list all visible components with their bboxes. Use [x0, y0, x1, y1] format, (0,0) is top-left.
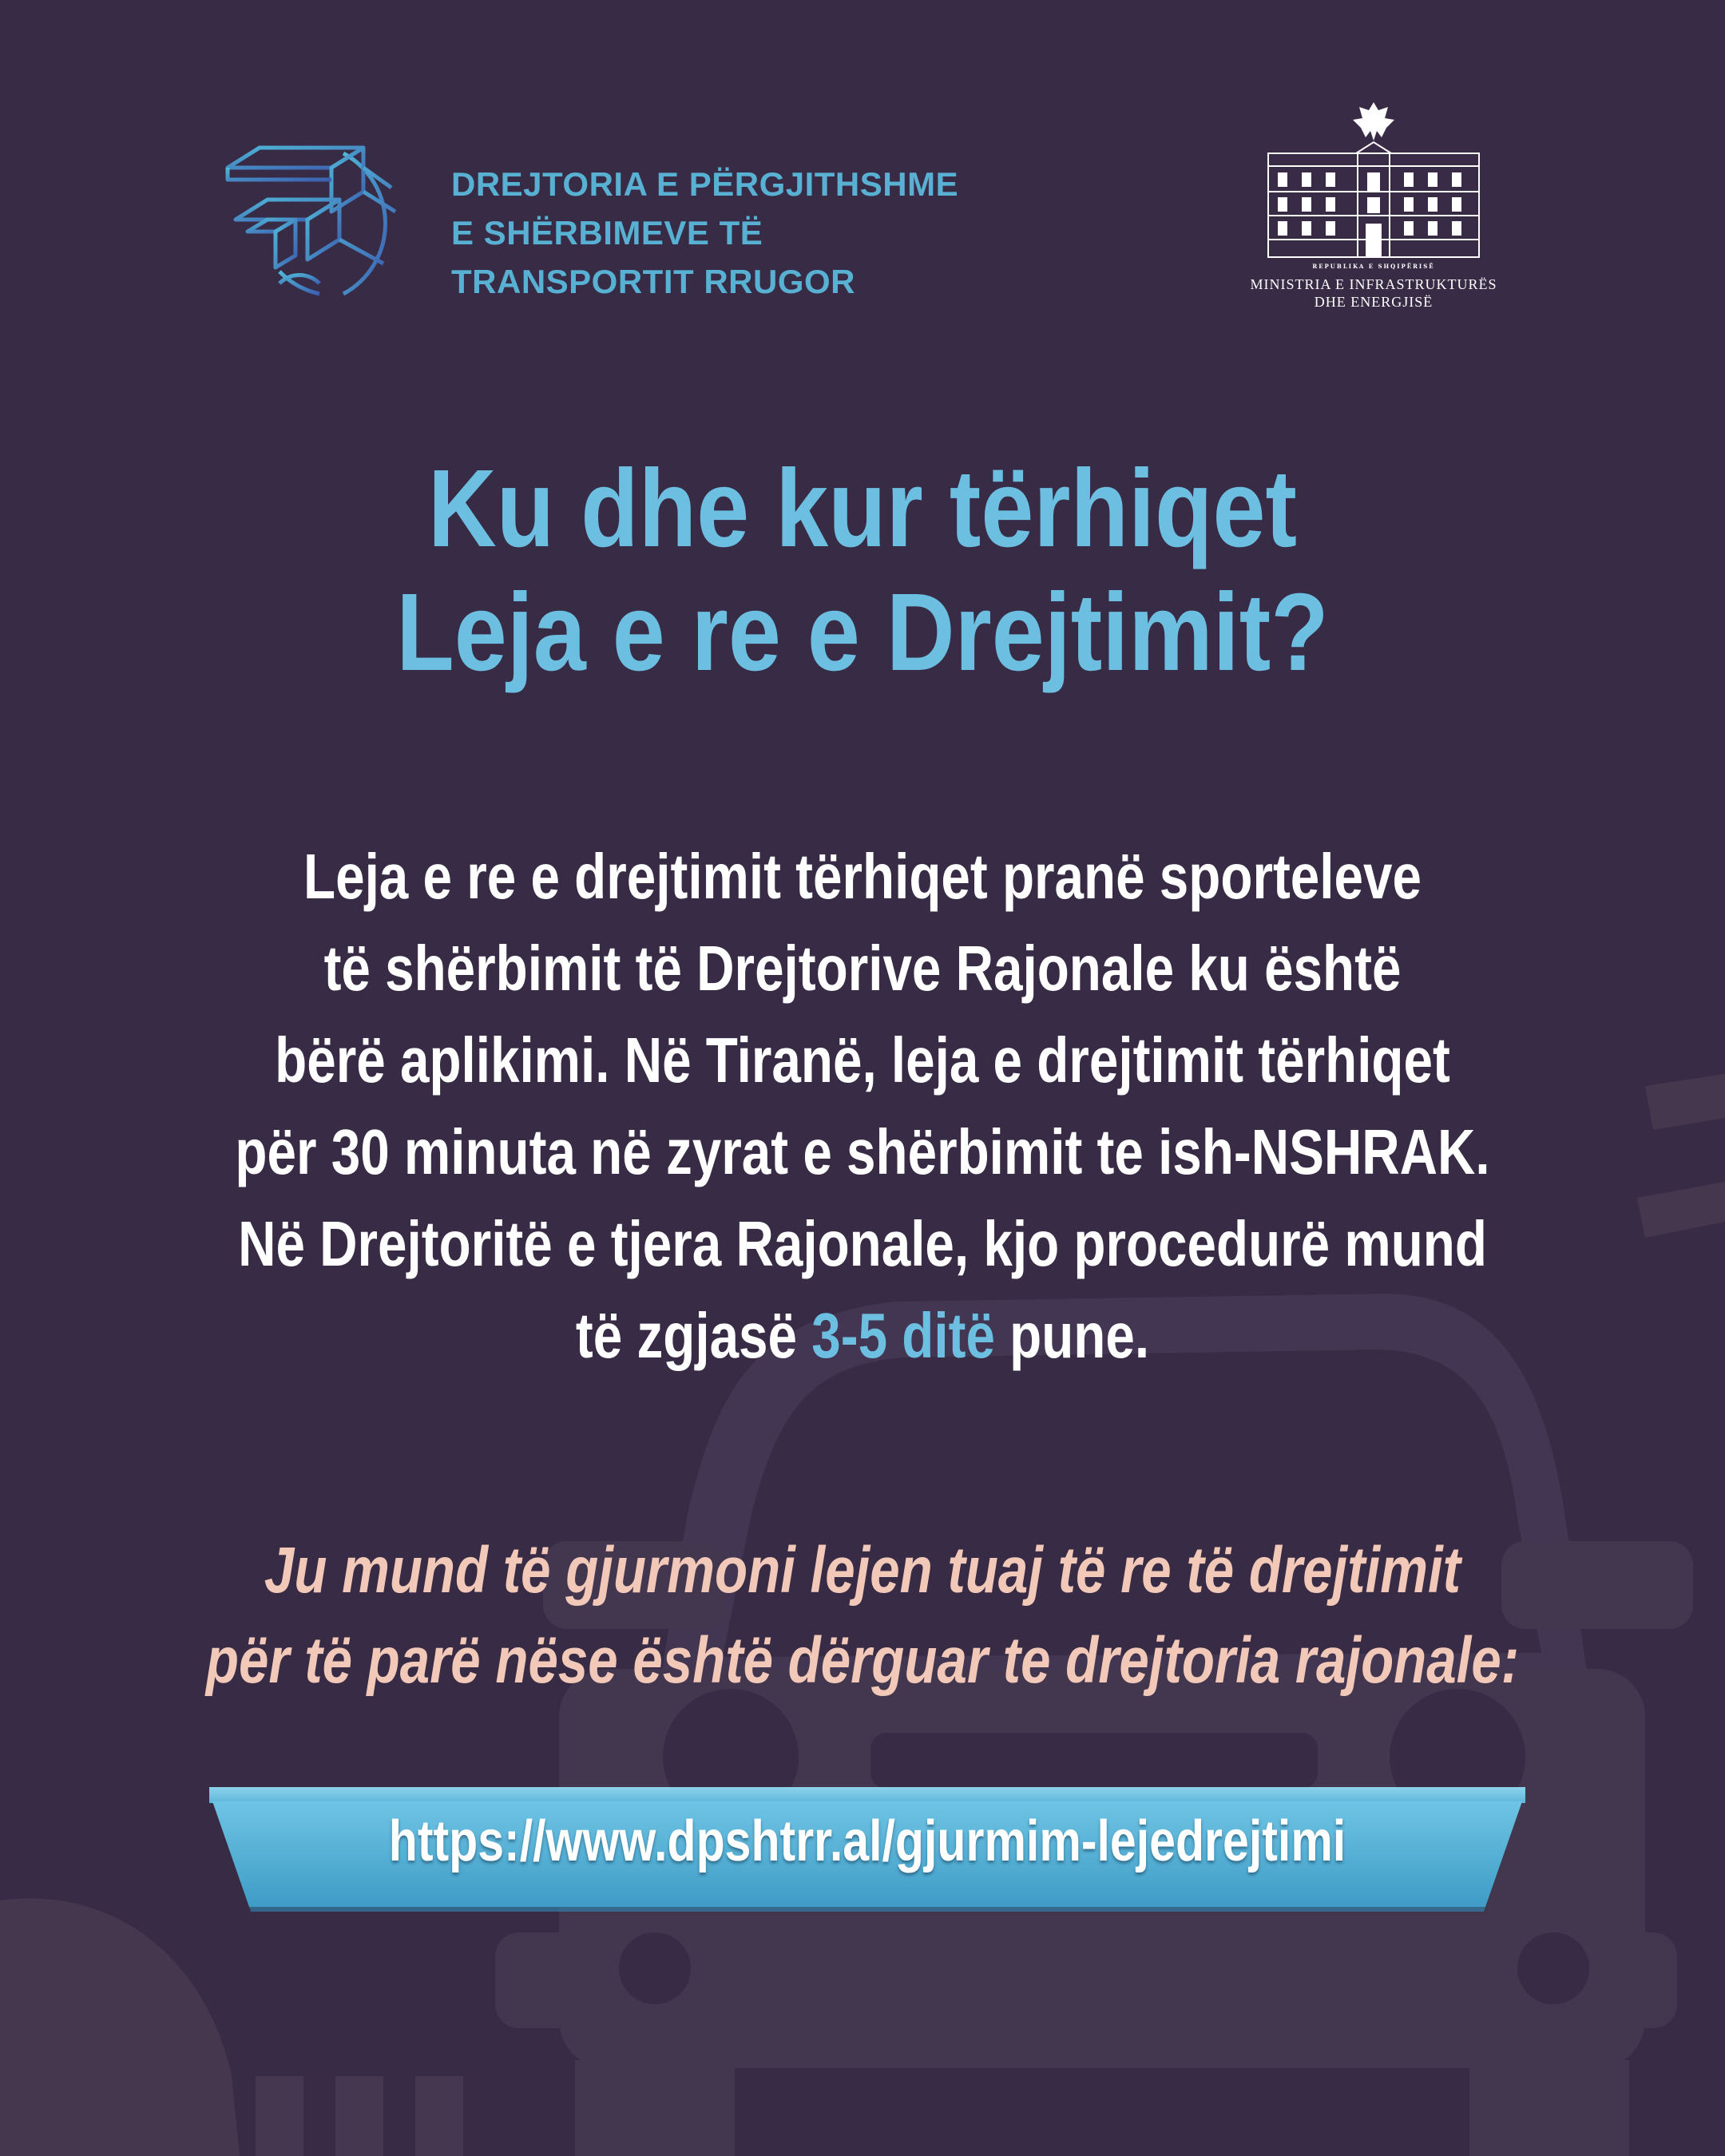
eagle-emblem-icon [1353, 102, 1394, 141]
agency-name-line-3: TRANSPORTIT RRUGOR [451, 263, 855, 300]
ministry-name [1214, 275, 1533, 311]
tracking-link[interactable]: https://www.dpshtrr.al/gjurmim-lejedrejtimi [388, 1809, 1346, 1873]
agency-name-line-1: DREJTORIA E PËRGJITHSHME [451, 165, 959, 203]
tracking-line-2: për të parë nëse është dërguar te drejtoria rajonale: [205, 1624, 1520, 1697]
title-line-1: Ku dhe kur tërhiqet [427, 447, 1298, 570]
ministry-country: REPUBLIKA E SHQIPËRISË [1312, 263, 1435, 270]
body-line-1: Leja e re e drejtimit tërhiqet pranë sporteleve [303, 841, 1422, 912]
agency-name [451, 160, 959, 306]
ministry-name-line-1: MINISTRIA E INFRASTRUKTURËS [1250, 276, 1497, 292]
body-last-prefix: të zgjasë [575, 1300, 798, 1371]
body-line-6 [155, 1290, 1569, 1381]
page-title [121, 447, 1604, 695]
body-line-5: Në Drejtoritë e tjera Rajonale, kjo procedurë mund [238, 1208, 1487, 1279]
ministry-name-line-2: DHE ENERGJISË [1314, 294, 1434, 310]
agency-name-line-2: E SHËRBIMEVE TË [451, 214, 763, 252]
body-line-4: për 30 minuta në zyrat e shërbimit te ish-NSHRAK. [235, 1116, 1490, 1187]
body-last-suffix: pune. [1009, 1300, 1150, 1371]
body-paragraph [155, 830, 1569, 1381]
dpshtrr-logo-icon [224, 144, 415, 303]
title-line-2: Leja e re e Drejtimit? [396, 571, 1329, 694]
body-line-3: bërë aplikimi. Në Tiranë, leja e drejtimit tërhiqet [275, 1024, 1450, 1096]
body-line-2: të shërbimit të Drejtorive Rajonale ku është [323, 933, 1402, 1004]
duration-highlight: 3-5 ditë [811, 1300, 995, 1371]
tracking-line-1: Ju mund të gjurmoni lejen tuaj të re të drejtimit [264, 1534, 1461, 1607]
tracking-prompt [155, 1525, 1569, 1706]
